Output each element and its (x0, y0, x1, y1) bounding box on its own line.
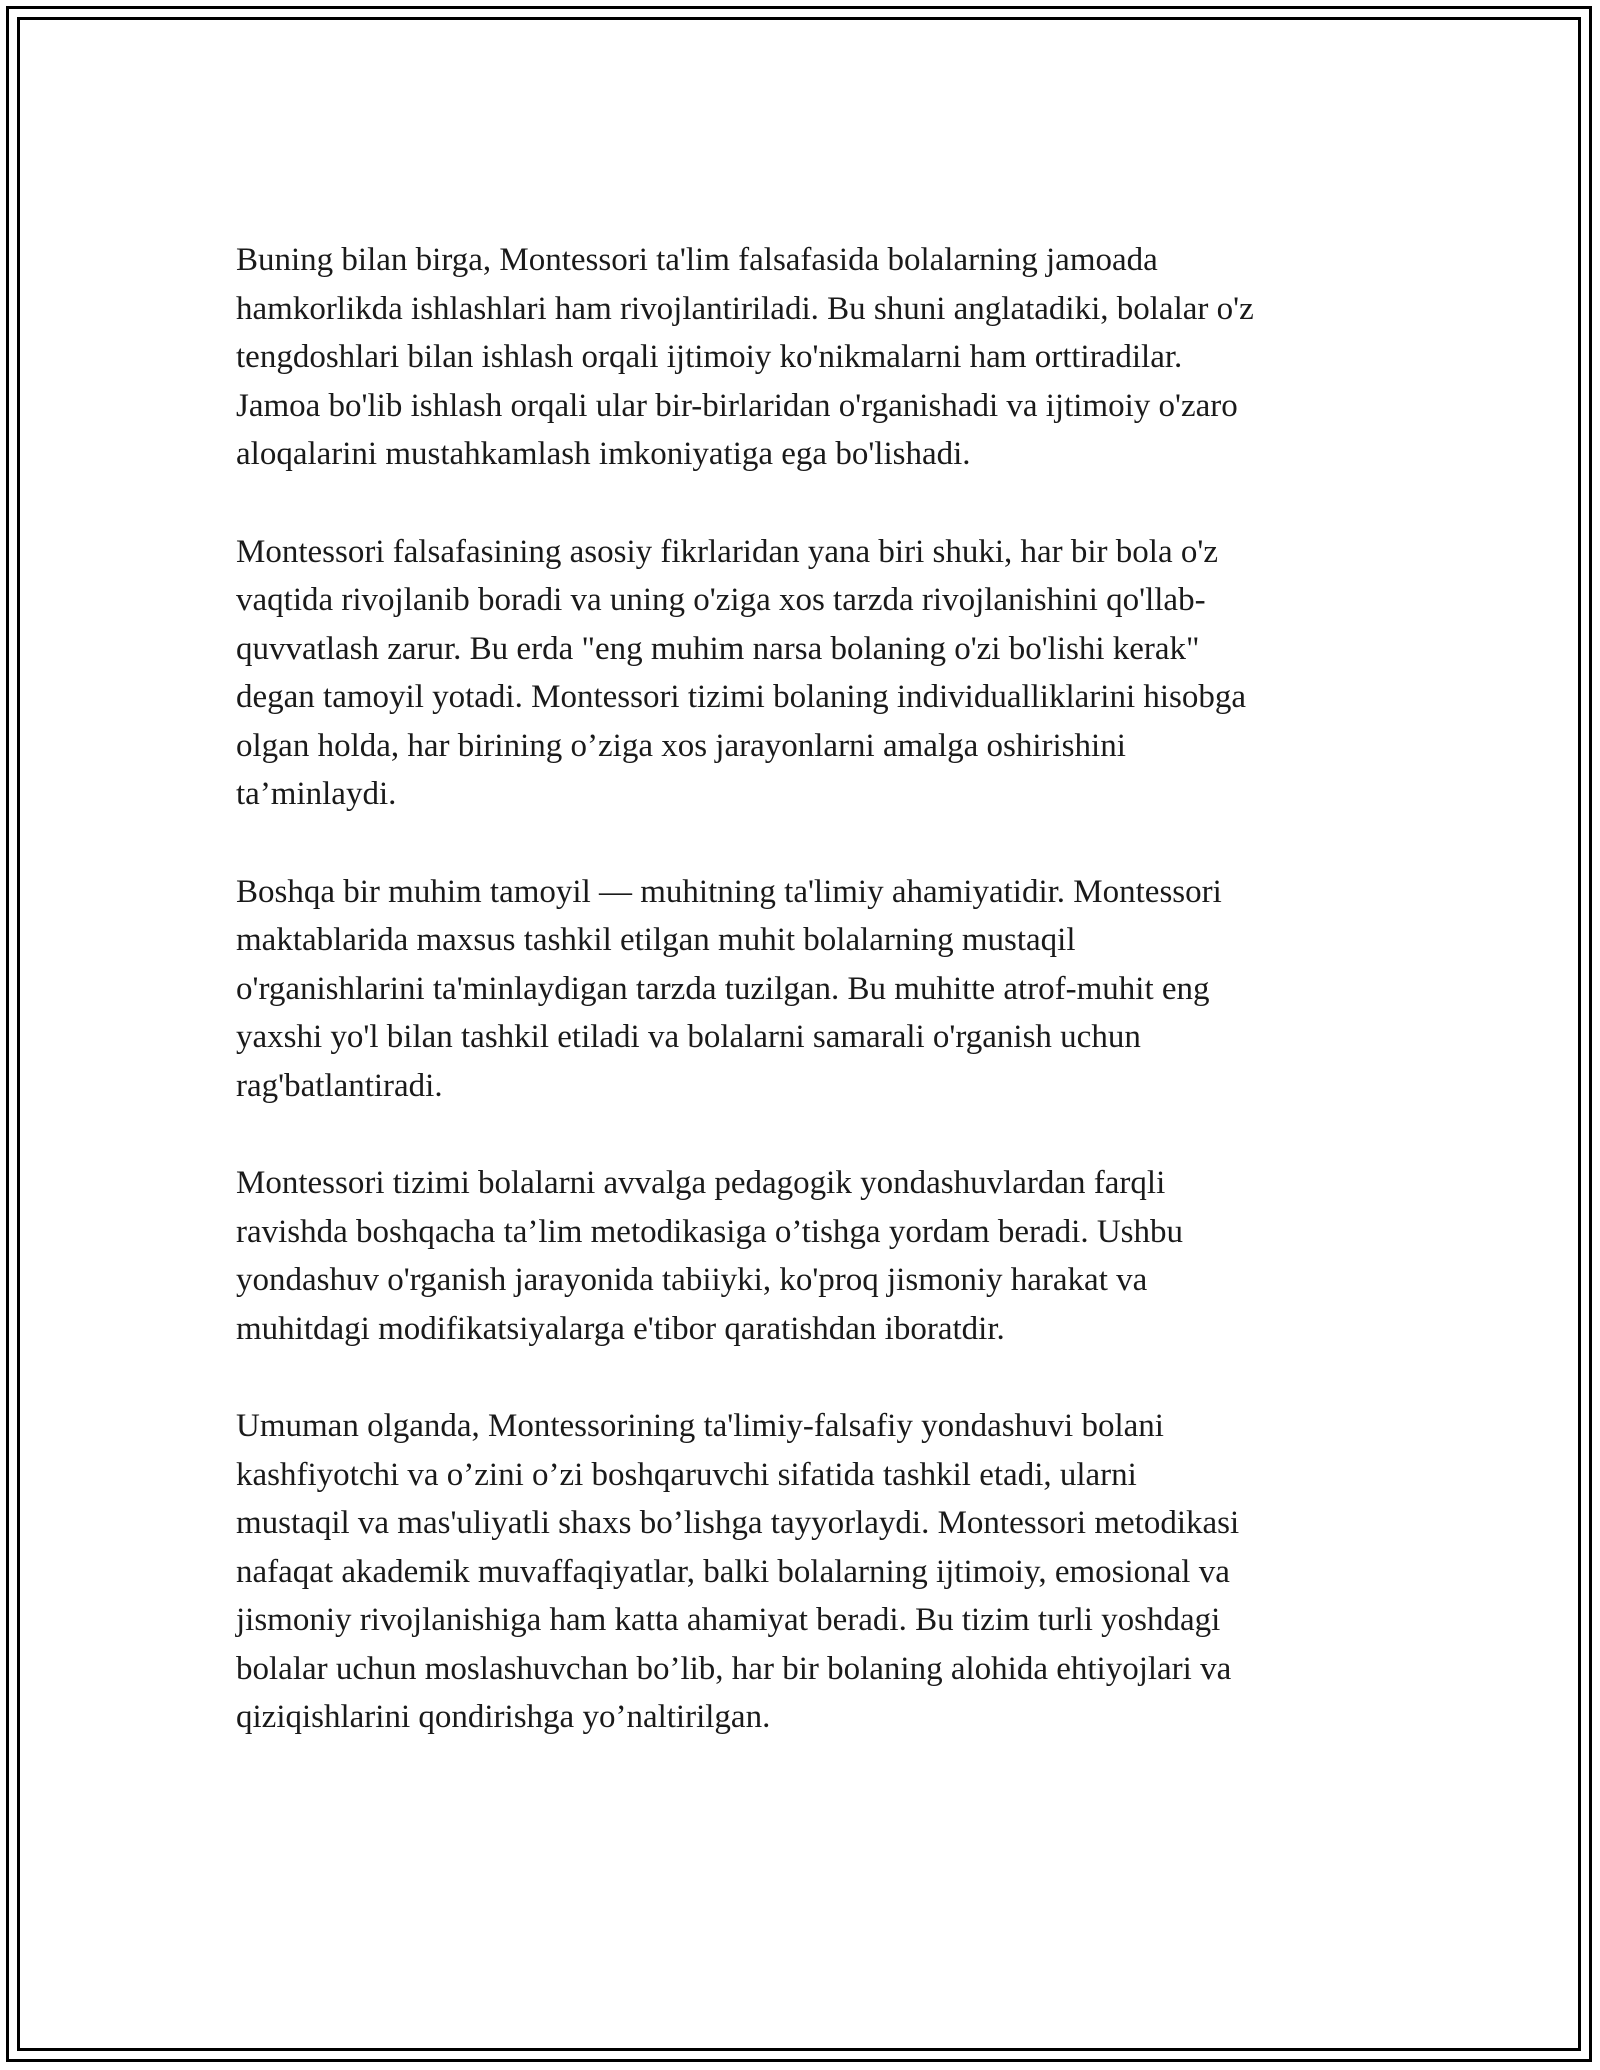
text-line: Montessori tizimi bolalarni avvalga pedagogik yondashuvlardan farqli (236, 1165, 1166, 1201)
text-line: muhitdagi modifikatsiyalarga e'tibor qaratishdan iboratdir. (236, 1310, 1005, 1347)
text-line: mustaqil va mas'uliyatli shaxs bo’lishga tayyorlaydi. Montessori metodikasi (236, 1505, 1240, 1541)
text-line: kashfiyotchi va o’zini o’zi boshqaruvchi sifatida tashkil etadi, ularni (236, 1456, 1137, 1493)
text-line: ravishda boshqacha ta’lim metodikasiga o’tishga yordam beradi. Ushbu (236, 1213, 1183, 1250)
text-line: o'rganishlarini ta'minlaydigan tarzda tuzilgan. Bu muhitte atrof-muhit eng (236, 970, 1210, 1007)
text-line: maktablarida maxsus tashkil etilgan muhit bolalarning mustaqil (236, 922, 1076, 958)
text-line: Buning bilan birga, Montessori ta'lim falsafasida bolalarning jamoada (236, 242, 1158, 278)
paragraph-2 (236, 528, 1396, 819)
text-line: hamkorlikda ishlashlari ham rivojlantiriladi. Bu shuni anglatadiki, bolalar o'z (236, 290, 1254, 327)
paragraph-5 (236, 1402, 1396, 1742)
text-line: yaxshi yo'l bilan tashkil etiladi va bolalarni samarali o'rganish uchun (236, 1019, 1141, 1055)
text-line: tengdoshlari bilan ishlash orqali ijtimoiy ko'nikmalarni ham orttiradilar. (236, 339, 1183, 375)
text-line: olgan holda, har birining o’ziga xos jarayonlarni amalga oshirishini (236, 727, 1126, 764)
text-line: Montessori falsafasining asosiy fikrlaridan yana biri shuki, har bir bola o'z (236, 533, 1218, 570)
text-line: aloqalarini mustahkamlash imkoniyatiga ega bo'lishadi. (236, 436, 971, 472)
paragraph-3 (236, 868, 1396, 1111)
text-line: Umuman olganda, Montessorining ta'limiy-falsafiy yondashuvi bolani (236, 1408, 1164, 1444)
text-line: quvvatlash zarur. Bu erda "eng muhim narsa bolaning o'zi bo'lishi kerak" (236, 630, 1200, 667)
text-line: vaqtida rivojlanib boradi va uning o'ziga xos tarzda rivojlanishini qo'llab- (236, 582, 1206, 618)
text-line: nafaqat akademik muvaffaqiyatlar, balki bolalarning ijtimoiy, emosional va (236, 1553, 1230, 1590)
text-line: yondashuv o'rganish jarayonida tabiiyki, ko'proq jismoniy harakat va (236, 1262, 1148, 1298)
text-line: rag'batlantiradi. (236, 1067, 443, 1104)
text-line: degan tamoyil yotadi. Montessori tizimi bolaning individualliklarini hisobga (236, 679, 1247, 715)
paragraph-4 (236, 1159, 1396, 1353)
paragraph-1 (236, 236, 1396, 479)
text-line: Jamoa bo'lib ishlash orqali ular bir-birlaridan o'rganishadi va ijtimoiy o'zaro (236, 387, 1238, 424)
text-line: Boshqa bir muhim tamoyil — muhitning ta'limiy ahamiyatidir. Montessori (236, 873, 1222, 910)
document-body (236, 236, 1396, 1791)
text-line: ta’minlaydi. (236, 776, 397, 812)
text-line: jismoniy rivojlanishiga ham katta ahamiyat beradi. Bu tizim turli yoshdagi (236, 1602, 1221, 1638)
text-line: qiziqishlarini qondirishga yo’naltirilgan. (236, 1699, 771, 1735)
text-line: bolalar uchun moslashuvchan bo’lib, har bir bolaning alohida ehtiyojlari va (236, 1650, 1232, 1687)
